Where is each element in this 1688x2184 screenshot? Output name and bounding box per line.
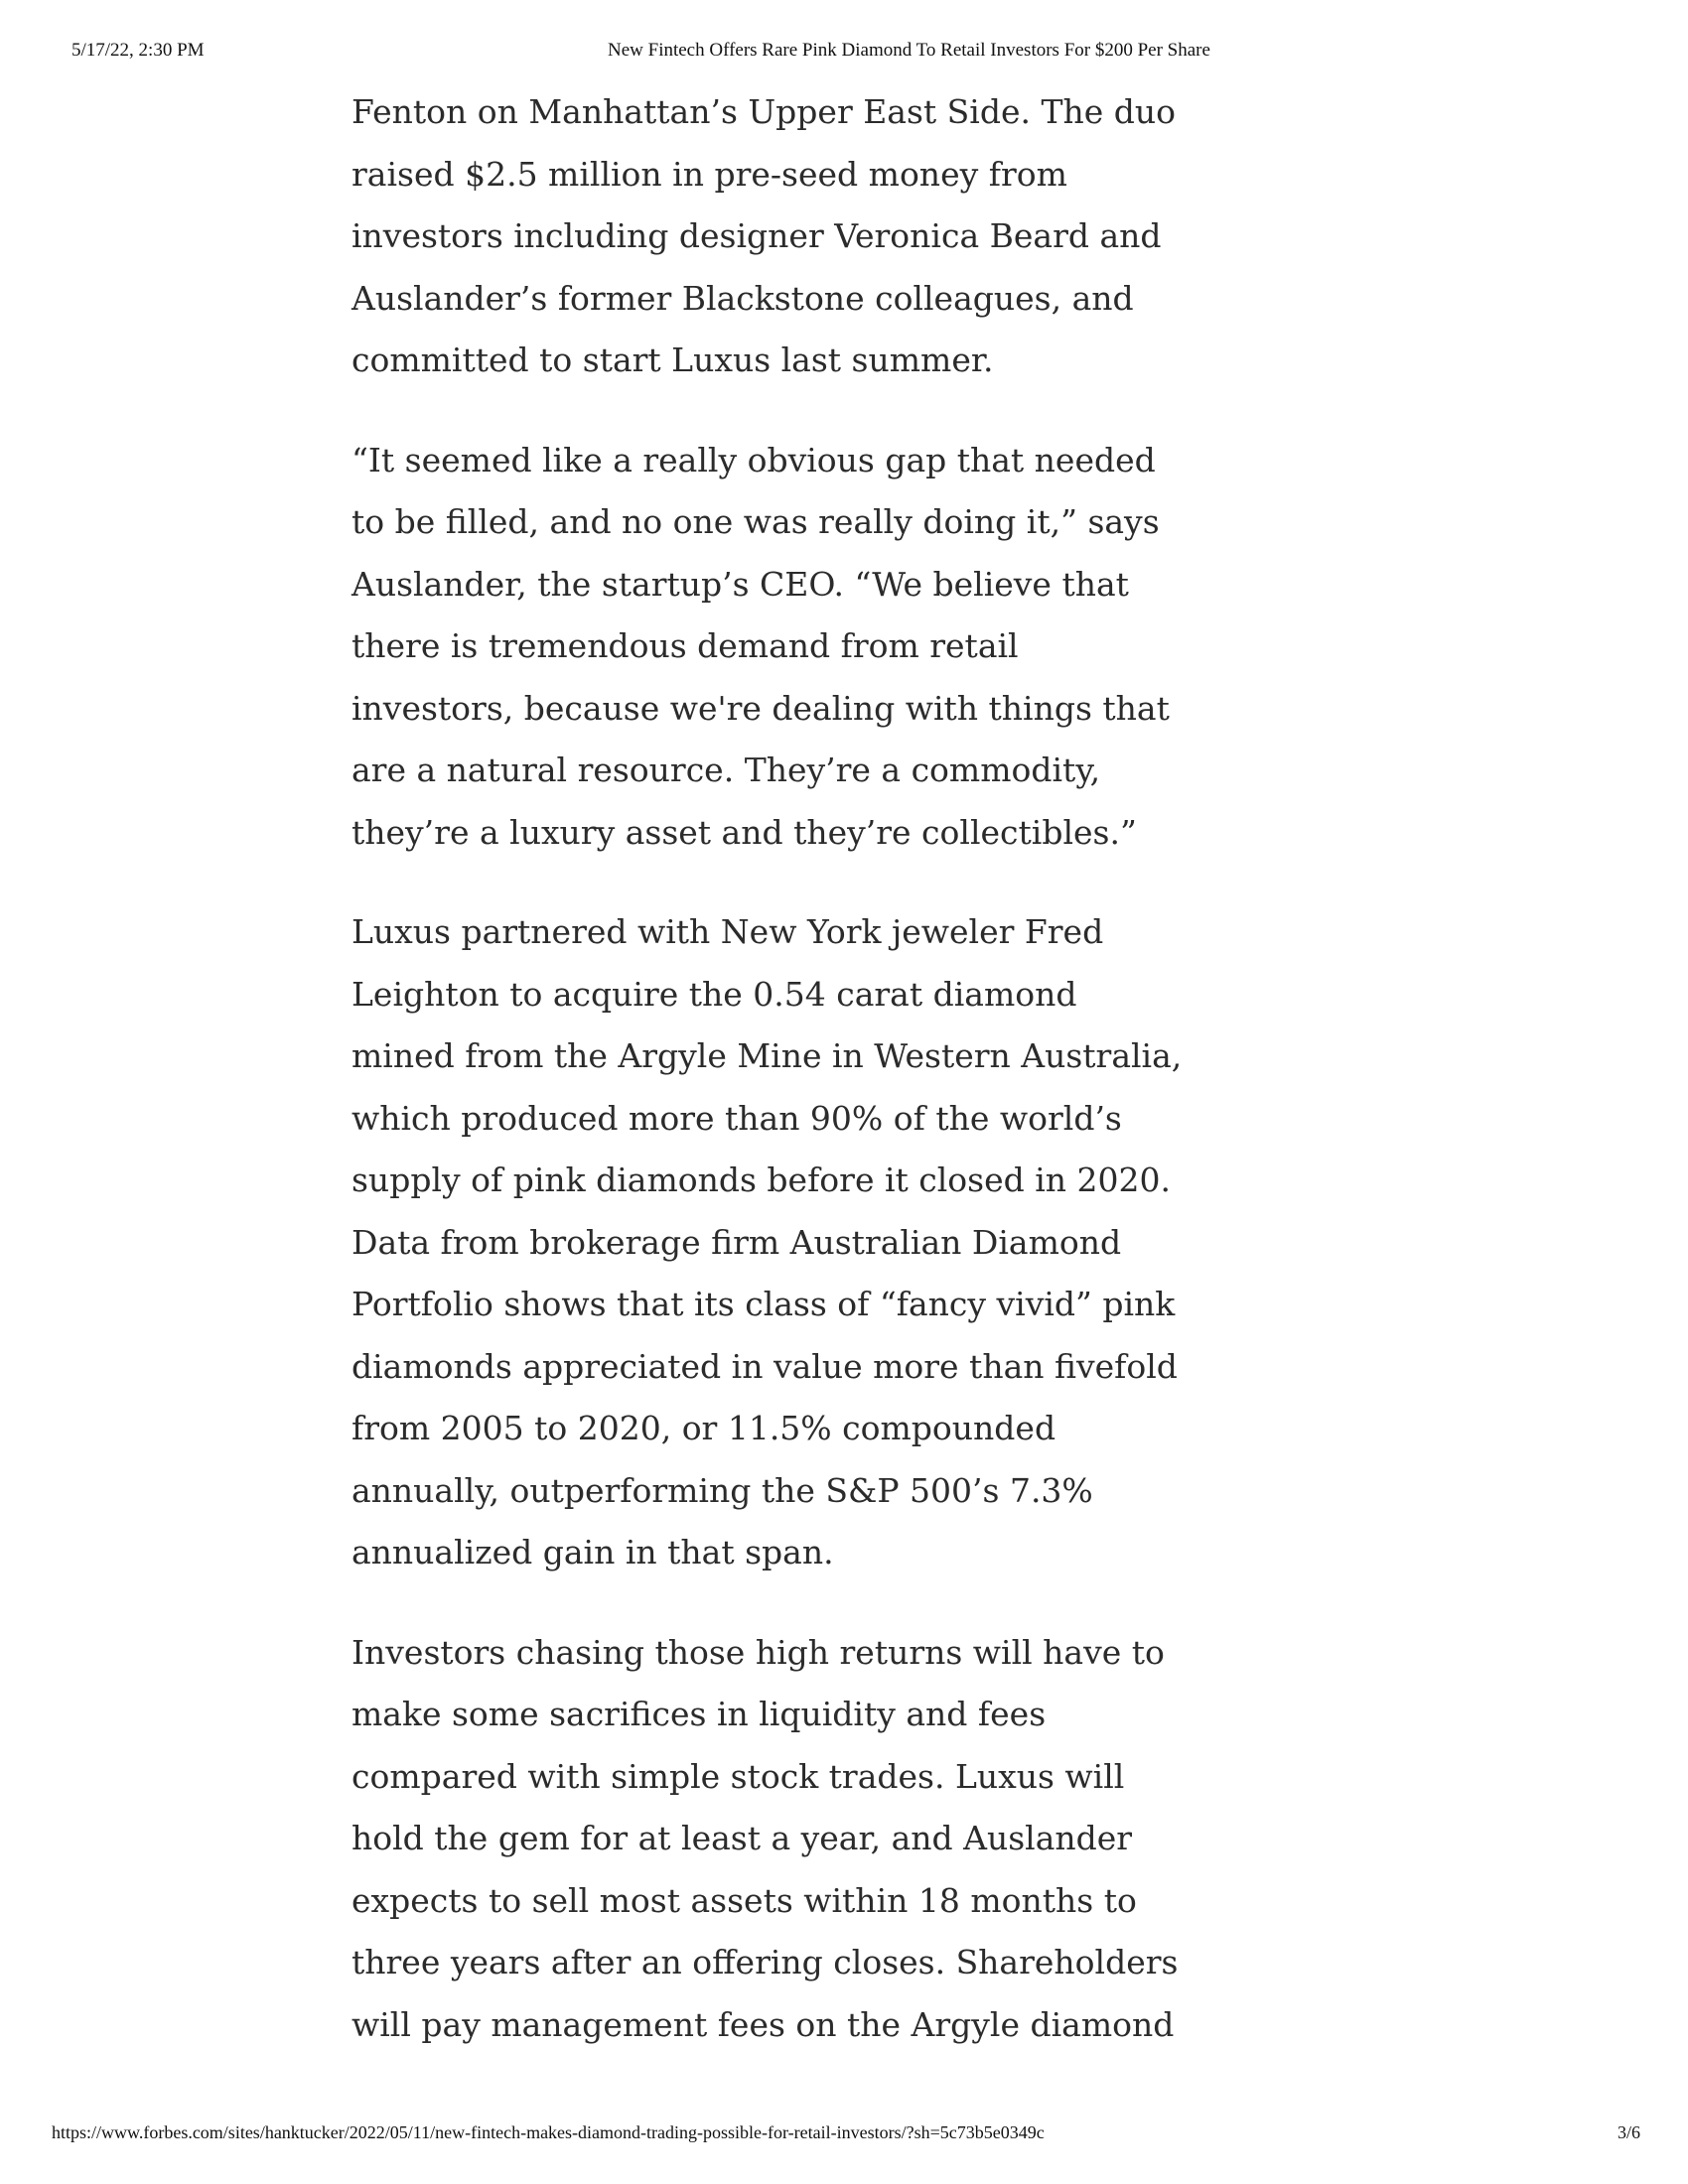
page-url: https://www.forbes.com/sites/hanktucker/2022/05/11/new-fintech-makes-diamond-trading-possible-for-retail-investors/?sh=5c73b5e0349c (52, 2122, 1045, 2142)
article-paragraph: Fenton on Manhattan’s Upper East Side. The duo raised $2.5 million in pre-seed money from investors including designer Veronica Beard and Auslander’s former Blackstone colleagues, and committed to start Luxus last summer. (352, 92, 1176, 379)
page-number: 3/6 (1617, 2122, 1640, 2142)
article-paragraph: Investors chasing those high returns will have to make some sacrifices in liquidity and fees compared with simple stock trades. Luxus will hold the gem for at least a year, and Auslander expects to sell most assets within 18 months to three years after an offering closes. Shareholders will pay management fees on the Argyle diamond (352, 1632, 1179, 2044)
article-paragraph: “It seemed like a really obvious gap that needed to be filled, and no one was really doing it,” says Auslander, the startup’s CEO. “We believe that there is tremendous demand from retail investors, because we're dealing with things that are a natural resource. They’re a commodity, they’re a luxury asset and they’re collectibles.” (352, 440, 1170, 852)
print-header (71, 40, 1617, 69)
print-footer (52, 2122, 1640, 2152)
article-paragraph: Luxus partnered with New York jeweler Fred Leighton to acquire the 0.54 carat diamond mined from the Argyle Mine in Western Australia, which produced more than 90% of the world’s supply of pink diamonds before it closed in 2020. Data from brokerage firm Australian Diamond Portfolio shows that its class of “fancy vivid” pink diamonds appreciated in value more than fivefold from 2005 to 2020, or 11.5% compounded annually, outperforming the S&P 500’s 7.3% annualized gain in that span. (352, 912, 1183, 1571)
print-date: 5/17/22, 2:30 PM (71, 40, 205, 61)
page-title: New Fintech Offers Rare Pink Diamond To Retail Investors For $200 Per Share (608, 40, 1210, 61)
article-body (352, 81, 1186, 2094)
